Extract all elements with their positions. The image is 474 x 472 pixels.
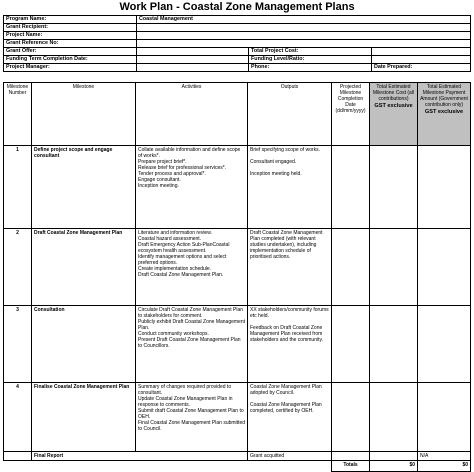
milestones-table (3, 82, 471, 472)
outputs-cell[interactable]: Brief specifying scope of works. Consultant engaged. Inception meeting held. (248, 146, 332, 229)
project-manager-value[interactable] (137, 64, 249, 72)
payment-amount-cell[interactable] (418, 383, 471, 452)
total-project-cost-label: Total Project Cost: (249, 48, 372, 56)
milestone-number-cell: 1 (4, 146, 32, 229)
funding-level-value[interactable] (372, 56, 471, 64)
payment-amount-cell[interactable] (418, 146, 471, 229)
grant-offer-label: Grant Offer: (4, 48, 137, 56)
project-manager-label: Project Manager: (4, 64, 137, 72)
milestone-number-cell: 2 (4, 229, 32, 306)
totals-spacer (4, 461, 332, 472)
program-name-value[interactable]: Coastal Management (137, 16, 471, 24)
final-report-number-cell (4, 452, 32, 461)
project-name-label: Project Name: (4, 32, 137, 40)
col-milestone-cost-text: Total Estimated Milestone Cost (all contributions) (372, 84, 415, 102)
milestone-cell[interactable]: Consultation (32, 306, 136, 383)
milestones-header-row (4, 83, 471, 146)
col-payment-amount-gst: GST exclusive (424, 109, 464, 115)
col-completion-date: Projected Milestone Completion Date (dd/mm/yyyy) (332, 83, 370, 146)
completion-date-cell[interactable] (332, 306, 370, 383)
grant-recipient-value[interactable] (137, 24, 471, 32)
milestone-cell[interactable]: Finalise Coastal Zone Management Plan (32, 383, 136, 452)
col-milestone-cost (370, 83, 418, 146)
col-activities: Activities (136, 83, 248, 146)
col-milestone-number: Milestone Number (4, 83, 32, 146)
milestone-cost-cell[interactable] (370, 306, 418, 383)
totals-label: Totals (332, 461, 370, 472)
final-report-output[interactable]: Grant acquitted (248, 452, 332, 461)
milestone-number-cell: 4 (4, 383, 32, 452)
funding-term-label: Funding Term Completion Date: (4, 56, 137, 64)
col-milestone-cost-gst: GST exclusive (374, 103, 413, 109)
final-report-payment[interactable]: N/A (418, 452, 471, 461)
col-payment-amount-text: Total Estimated Milestone Payment Amount (Government contribution only) (420, 84, 468, 108)
table-row (4, 229, 471, 306)
totals-cost: $0 (370, 461, 418, 472)
totals-payment: $0 (418, 461, 471, 472)
col-payment-amount (418, 83, 471, 146)
project-details-table (3, 15, 471, 72)
activities-cell[interactable]: Literature and information review. Coastal hazard assessment. Draft Emergency Action Sub-PlanCoastal ecosystem health assessment. Identify management options and select preferred options. Create implementation schedule. Draft Coastal Zone Management Plan. (136, 229, 248, 306)
milestone-cost-cell[interactable] (370, 146, 418, 229)
outputs-cell[interactable]: Coastal Zone Management Plan adopted by Council. Coastal Zone Management Plan completed, certified by OEH. (248, 383, 332, 452)
milestone-cost-cell[interactable] (370, 383, 418, 452)
milestone-number-cell: 3 (4, 306, 32, 383)
completion-date-cell[interactable] (332, 146, 370, 229)
phone-label: Phone: (249, 64, 372, 72)
grant-reference-value[interactable] (137, 40, 471, 48)
milestone-cell[interactable]: Draft Coastal Zone Management Plan (32, 229, 136, 306)
final-report-row (4, 452, 471, 461)
activities-cell[interactable]: Summary of changes required provided to consultant. Update Coastal Zone Management Plan in response to comments. Submit draft Coastal Zone Management Plan to OEH. Final Coastal Zone Management Plan submitted to Council. (136, 383, 248, 452)
program-name-label: Program Name: (4, 16, 137, 24)
payment-amount-cell[interactable] (418, 229, 471, 306)
outputs-cell[interactable]: XX stakeholders/community forums etc held. Feedback on Draft Coastal Zone Management Plan received from stakeholders and the community. (248, 306, 332, 383)
document-title: Work Plan - Coastal Zone Management Plans (119, 1, 355, 13)
col-outputs: Outputs (248, 83, 332, 146)
milestone-cost-cell[interactable] (370, 229, 418, 306)
activities-cell[interactable]: Circulate Draft Coastal Zone Management Plan to stakeholders for comment. Publicly exhibit Draft Coastal Zone Management Plan. Conduct community workshops. Present Draft Coastal Zone Management Plan to Councillors. (136, 306, 248, 383)
table-row (4, 306, 471, 383)
activities-cell[interactable]: Collate available information and define scope of works*. Prepare project brief*. Release brief for professional services*. Tender process and approval*. Engage consultant. Inception meeting. (136, 146, 248, 229)
payment-amount-cell[interactable] (418, 306, 471, 383)
date-prepared-label: Date Prepared: (372, 64, 471, 72)
final-report-date-cell[interactable] (332, 452, 370, 461)
total-project-cost-value[interactable] (372, 48, 471, 56)
funding-term-value[interactable] (137, 56, 249, 64)
completion-date-cell[interactable] (332, 383, 370, 452)
final-report-label: Final Report (32, 452, 248, 461)
grant-offer-value[interactable] (137, 48, 249, 56)
project-name-value[interactable] (137, 32, 471, 40)
milestone-cell[interactable]: Define project scope and engage consultant (32, 146, 136, 229)
totals-row (4, 461, 471, 472)
table-row (4, 383, 471, 452)
col-milestone: Milestone (32, 83, 136, 146)
grant-recipient-label: Grant Recipient: (4, 24, 137, 32)
grant-reference-label: Grant Reference No: (4, 40, 137, 48)
table-row (4, 146, 471, 229)
outputs-cell[interactable]: Draft Coastal Zone Management Plan completed (with relevant studies undertaken), including implementation schedule of prioritised actions. (248, 229, 332, 306)
completion-date-cell[interactable] (332, 229, 370, 306)
funding-level-label: Funding Level/Ratio: (249, 56, 372, 64)
final-report-cost-cell[interactable] (370, 452, 418, 461)
